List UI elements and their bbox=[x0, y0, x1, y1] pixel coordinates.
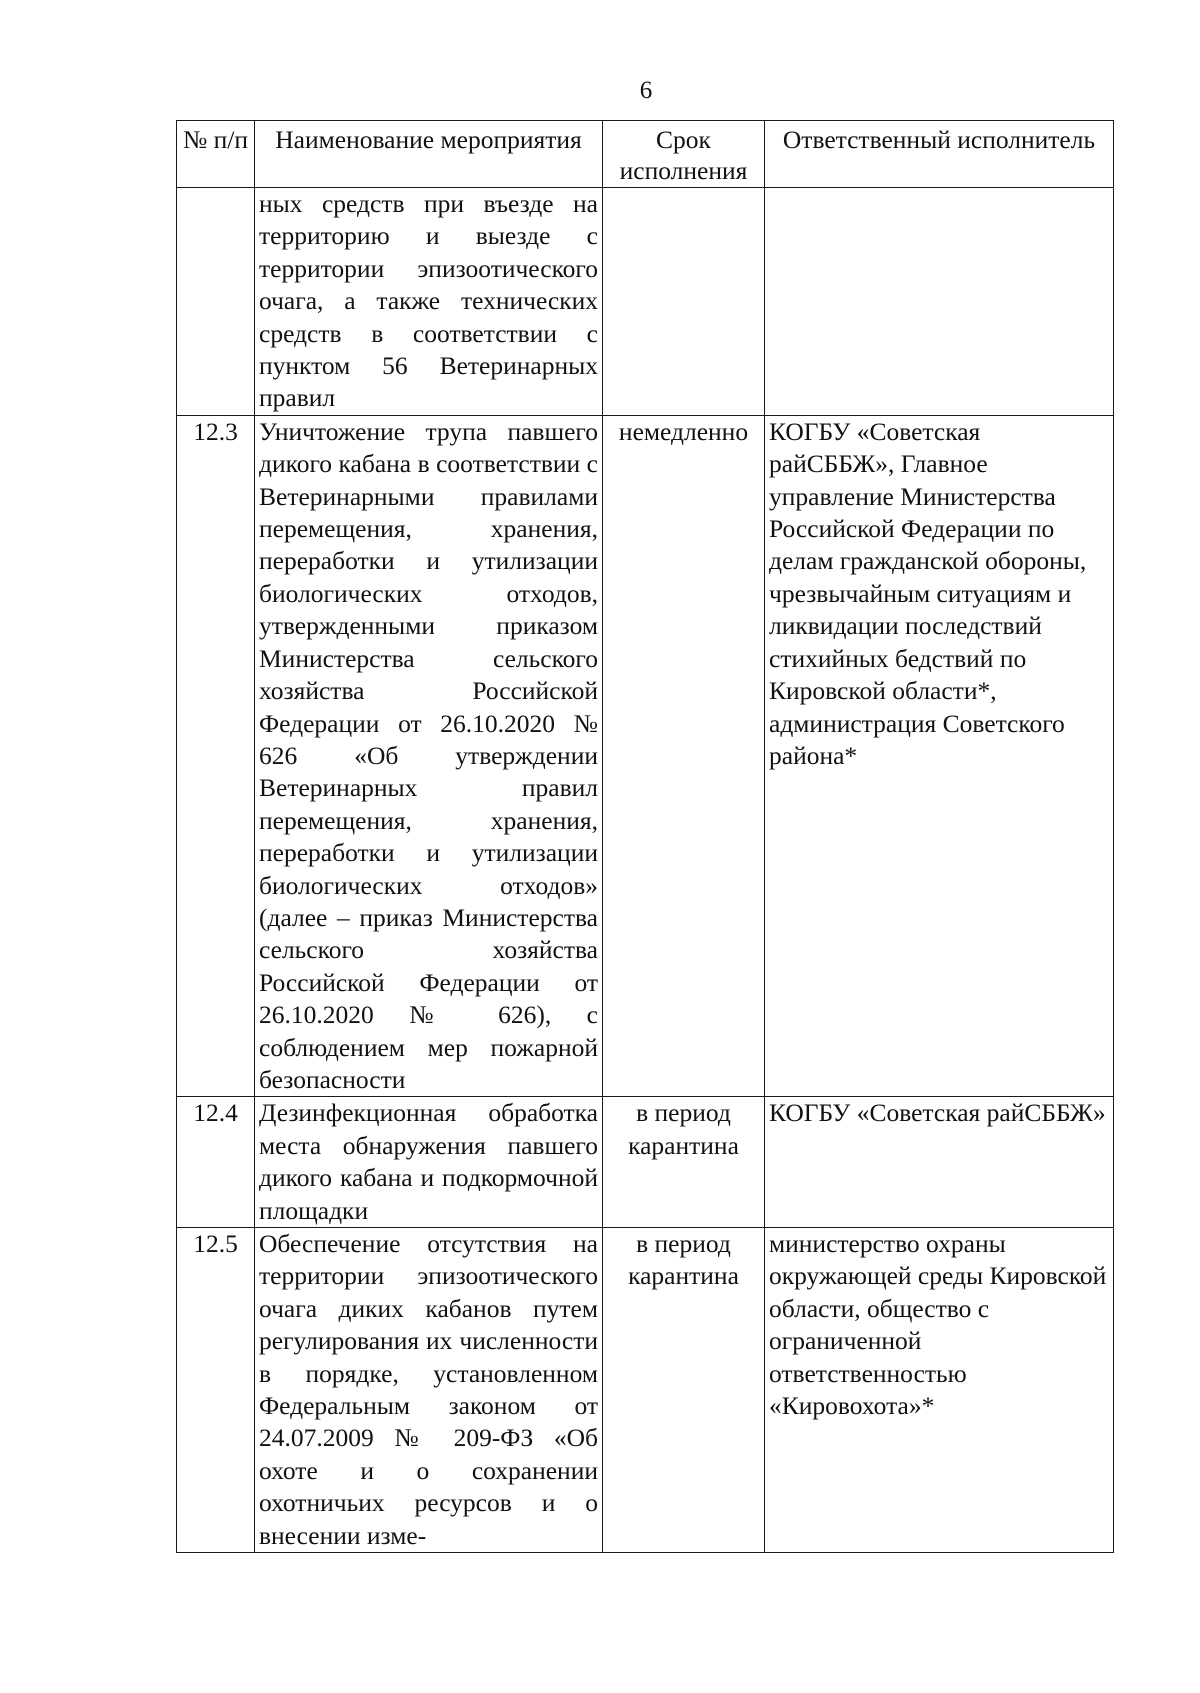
measure-term bbox=[603, 188, 765, 416]
measure-term: в период карантина bbox=[603, 1228, 765, 1553]
page-number: 6 bbox=[639, 77, 653, 104]
header-num: № п/п bbox=[177, 121, 255, 188]
measure-responsible: КОГБУ «Советская райСББЖ» bbox=[765, 1097, 1114, 1228]
header-responsible: Ответственный исполнитель bbox=[765, 121, 1114, 188]
table-row bbox=[177, 1097, 1114, 1228]
measure-term: в период карантина bbox=[603, 1097, 765, 1228]
row-number: 12.5 bbox=[177, 1228, 255, 1553]
row-number: 12.3 bbox=[177, 415, 255, 1097]
table-row bbox=[177, 1228, 1114, 1553]
header-term: Срок исполнения bbox=[603, 121, 765, 188]
measure-responsible: КОГБУ «Советская райСББЖ», Главное управление Министерства Российской Федерации по делам гражданской обороны, чрезвычайным ситуациям и ликвидации последствий стихийных бедствий по Кировской области*, администрация Советского района* bbox=[765, 415, 1114, 1097]
measure-name: ных средств при въезде на территорию и выезде с территории эпизоотического очага, а также технических средств в соответствии с пунктом 56 Ветеринарных правил bbox=[255, 188, 603, 416]
header-name: Наименование мероприятия bbox=[255, 121, 603, 188]
measures-table bbox=[176, 120, 1114, 1553]
measure-name: Обеспечение отсутствия на территории эпизоотического очага диких кабанов путем регулирования их численности в порядке, установленном Федеральным законом от 24.07.2009 № 209-ФЗ «Об охоте и о сохранении охотничьих ресурсов и о внесении изме- bbox=[255, 1228, 603, 1553]
table-header-row bbox=[177, 121, 1114, 188]
measure-name: Уничтожение трупа павшего дикого кабана в соответствии с Ветеринарными правилами перемещения, хранения, переработки и утилизации биологических отходов, утвержденными приказом Министерства сельского хозяйства Российской Федерации от 26.10.2020 № 626 «Об утверждении Ветеринарных правил перемещения, хранения, переработки и утилизации биологических отходов» (далее – приказ Министерства сельского хозяйства Российской Федерации от 26.10.2020 № 626), с соблюдением мер пожарной безопасности bbox=[255, 415, 603, 1097]
measure-name: Дезинфекционная обработка места обнаружения павшего дикого кабана и подкормочной площадки bbox=[255, 1097, 603, 1228]
measure-responsible: министерство охраны окружающей среды Кировской области, общество с ограниченной ответственностью «Кировохота»* bbox=[765, 1228, 1114, 1553]
row-number: 12.4 bbox=[177, 1097, 255, 1228]
table-row bbox=[177, 415, 1114, 1097]
measure-responsible bbox=[765, 188, 1114, 416]
row-number bbox=[177, 188, 255, 416]
table-row bbox=[177, 188, 1114, 416]
measure-term: немедленно bbox=[603, 415, 765, 1097]
